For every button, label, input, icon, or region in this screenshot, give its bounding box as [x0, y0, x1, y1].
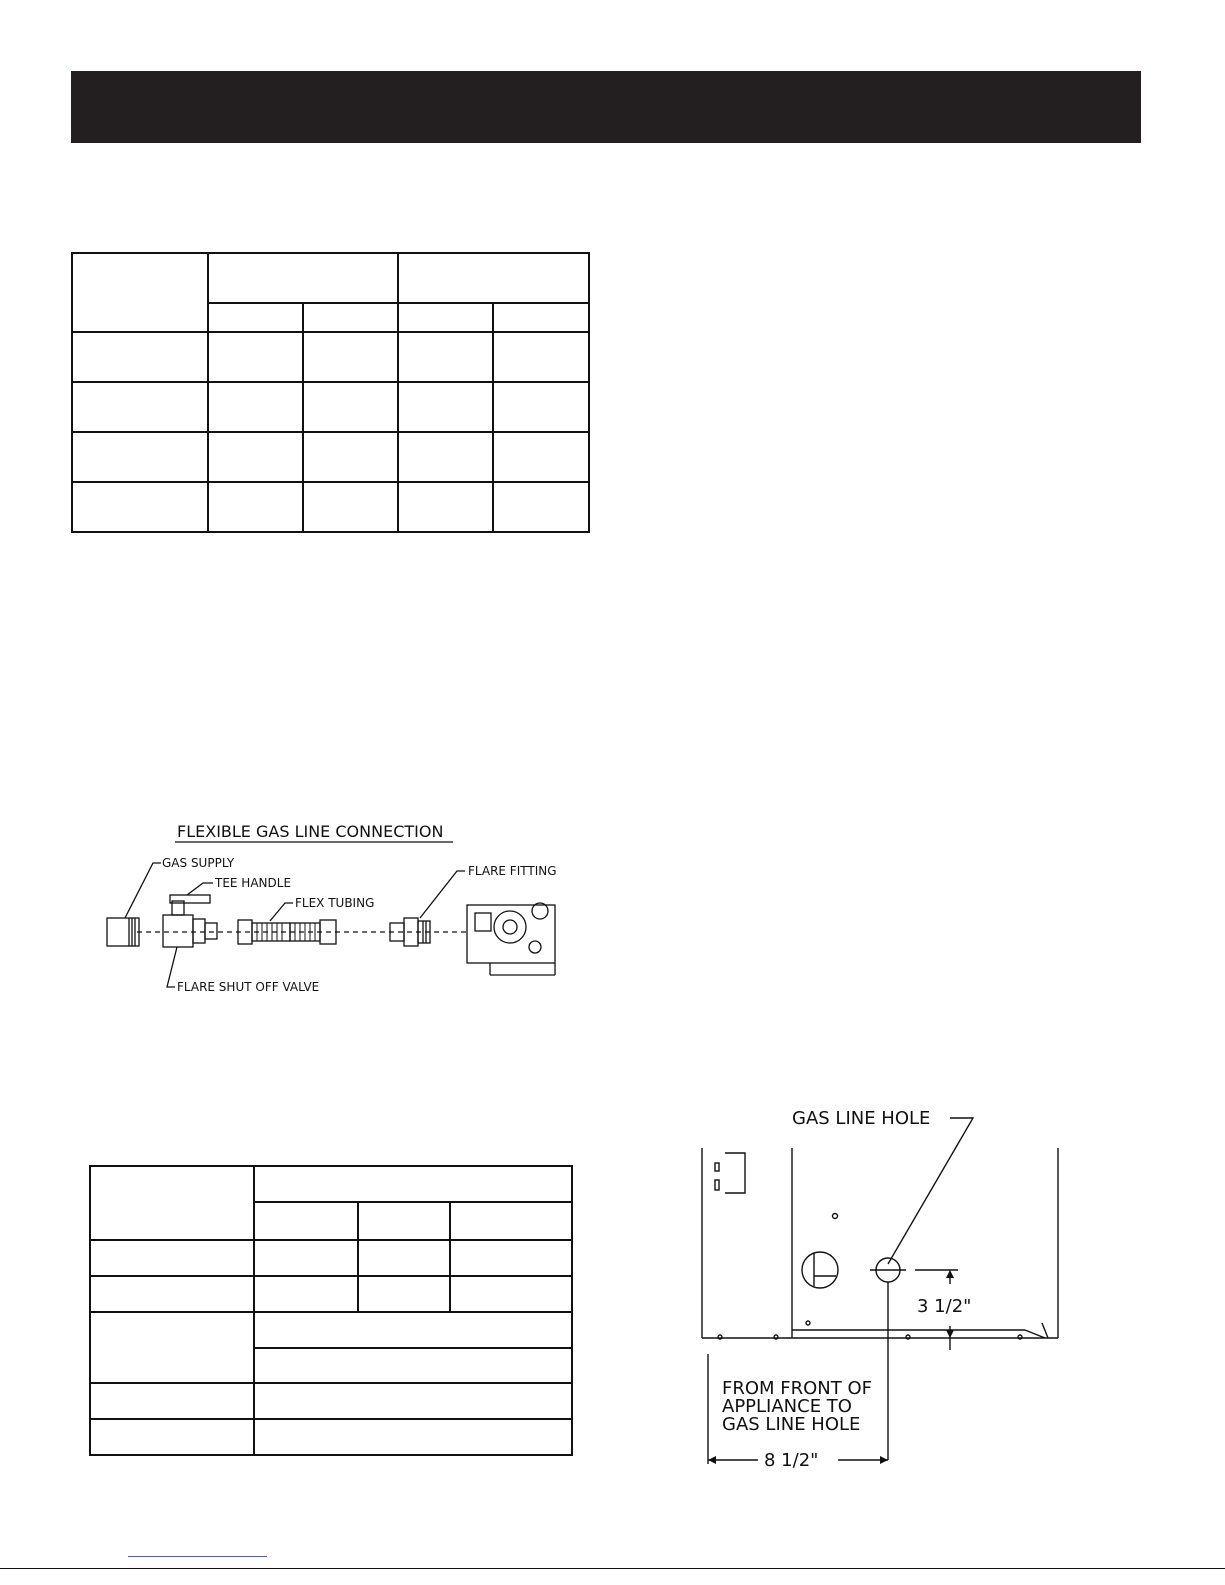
- table-cell: [493, 482, 589, 532]
- table-cell: [254, 1419, 572, 1455]
- label-tee-handle: TEE HANDLE: [215, 876, 292, 890]
- table-cell: [72, 482, 208, 532]
- label-gas-supply: GAS SUPPLY: [162, 856, 235, 870]
- table-cell: [90, 1383, 254, 1419]
- note-line-3: GAS LINE HOLE: [722, 1414, 861, 1435]
- table-cell: [303, 482, 398, 532]
- table-cell: [358, 1276, 450, 1312]
- dimension-width: 8 1/2": [764, 1450, 819, 1471]
- table-cell: [398, 332, 493, 382]
- header-cell: [254, 1166, 572, 1202]
- pressure-table: [71, 252, 590, 533]
- note-line-1: FROM FRONT OF: [722, 1378, 873, 1399]
- table-cell: [90, 1240, 254, 1276]
- label-gas-line-hole: GAS LINE HOLE: [792, 1108, 931, 1129]
- table-cell: [398, 482, 493, 532]
- diagram-title: FLEXIBLE GAS LINE CONNECTION: [177, 822, 444, 841]
- table-cell: [72, 432, 208, 482]
- table-cell: [208, 332, 303, 382]
- flexible-gas-line-diagram: [95, 815, 575, 1005]
- table-cell: [90, 1276, 254, 1312]
- table-cell: [303, 332, 398, 382]
- table-cell: [303, 432, 398, 482]
- label-flare-fitting: FLARE FITTING: [468, 864, 557, 878]
- table-cell: [208, 382, 303, 432]
- table-row: [90, 1419, 572, 1455]
- table-cell: [254, 1312, 572, 1348]
- table-cell: [493, 382, 589, 432]
- header-cell: [398, 253, 589, 303]
- table-row: [90, 1240, 572, 1276]
- label-flare-shutoff-valve: FLARE SHUT OFF VALVE: [177, 980, 320, 994]
- label-flex-tubing: FLEX TUBING: [295, 896, 375, 910]
- table-cell: [90, 1419, 254, 1455]
- table-row: [72, 482, 589, 532]
- table-cell: [208, 482, 303, 532]
- dimension-height: 3 1/2": [917, 1296, 972, 1317]
- section-header-bar: [71, 71, 1141, 143]
- table-cell: [398, 432, 493, 482]
- table-cell: [254, 1348, 572, 1383]
- subheader-cell: [303, 303, 398, 332]
- table-cell: [450, 1276, 572, 1312]
- subheader-cell: [450, 1202, 572, 1240]
- header-cell: [72, 253, 208, 332]
- table-cell: [254, 1240, 358, 1276]
- table-cell: [254, 1276, 358, 1312]
- subheader-cell: [358, 1202, 450, 1240]
- table-header-row: [72, 253, 589, 303]
- table-row: [90, 1276, 572, 1312]
- note-line-2: APPLIANCE TO: [722, 1396, 852, 1417]
- table-cell: [254, 1383, 572, 1419]
- table-row: [72, 332, 589, 382]
- table-cell: [90, 1312, 254, 1383]
- subheader-cell: [254, 1202, 358, 1240]
- specifications-table: [89, 1165, 573, 1456]
- table-cell: [72, 382, 208, 432]
- header-cell: [208, 253, 398, 303]
- table-cell: [493, 432, 589, 482]
- footer-rule: [0, 1568, 1225, 1569]
- table-row: [72, 382, 589, 432]
- table-header-row: [90, 1166, 572, 1202]
- table-cell: [450, 1240, 572, 1276]
- table-cell: [72, 332, 208, 382]
- gas-line-hole-diagram: [690, 1098, 1070, 1478]
- subheader-cell: [398, 303, 493, 332]
- subheader-cell: [208, 303, 303, 332]
- header-cell: [90, 1166, 254, 1240]
- table-row: [90, 1312, 572, 1348]
- table-cell: [208, 432, 303, 482]
- table-cell: [493, 332, 589, 382]
- table-cell: [398, 382, 493, 432]
- table-cell: [358, 1240, 450, 1276]
- subheader-cell: [493, 303, 589, 332]
- footer-link-underline[interactable]: [128, 1556, 267, 1557]
- table-row: [72, 432, 589, 482]
- table-row: [90, 1383, 572, 1419]
- table-cell: [303, 382, 398, 432]
